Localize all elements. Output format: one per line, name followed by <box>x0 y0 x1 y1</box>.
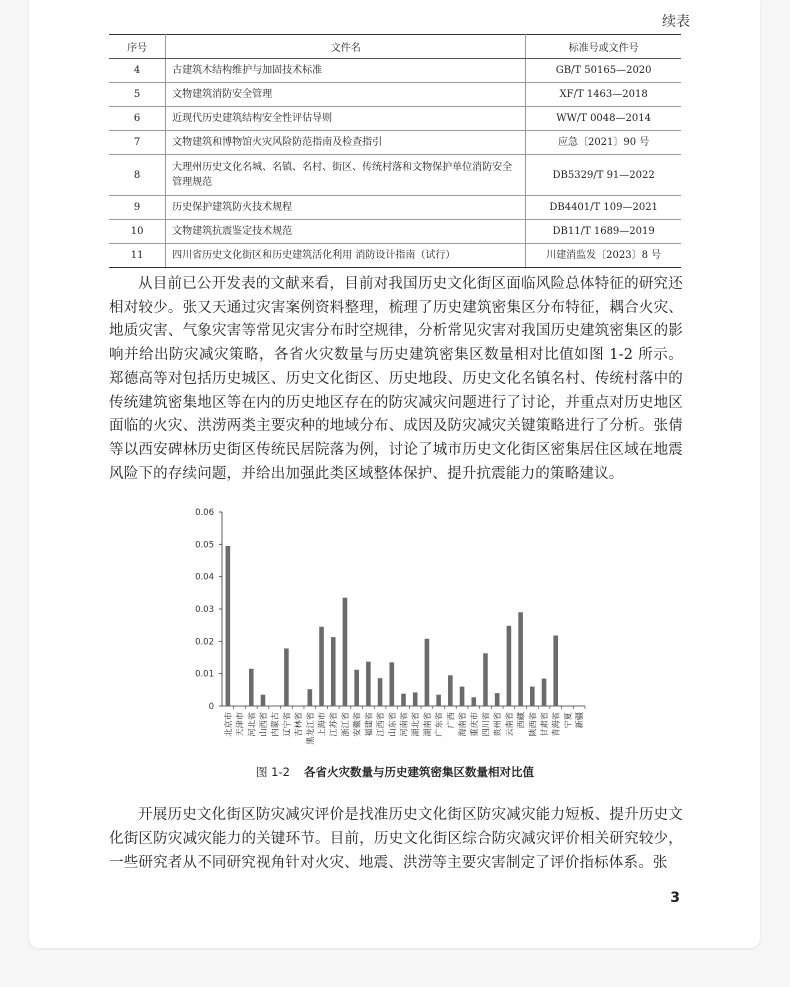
bar <box>319 627 324 706</box>
bar <box>366 662 371 706</box>
x-tick-label: 辽宁省 <box>281 712 292 737</box>
row-code: DB5329/T 91—2022 <box>526 155 681 196</box>
bar <box>308 689 313 706</box>
row-code: 应急〔2021〕90 号 <box>526 131 681 155</box>
bar <box>530 687 535 706</box>
row-code: DB4401/T 109—2021 <box>526 196 681 220</box>
table-row <box>109 107 681 131</box>
y-tick-label: 0 <box>208 702 214 712</box>
x-tick-label: 宁夏 <box>562 712 573 729</box>
standards-table <box>109 34 681 268</box>
row-name: 文物建筑和博物馆火灾风险防范指南及检查指引 <box>166 131 526 155</box>
x-tick-label: 吉林省 <box>293 712 304 737</box>
row-index: 8 <box>109 155 166 196</box>
x-tick-label: 江苏省 <box>328 712 339 737</box>
bar <box>343 598 348 706</box>
bar <box>425 639 430 706</box>
x-tick-label: 河北省 <box>246 712 257 737</box>
x-tick-label: 江西省 <box>375 712 386 737</box>
y-tick-label: 0.05 <box>195 540 214 551</box>
x-tick-label: 广西 <box>445 712 456 729</box>
x-tick-label: 贵州省 <box>492 712 503 737</box>
x-tick-label: 新疆 <box>574 712 585 729</box>
x-tick-label: 云南省 <box>503 712 514 737</box>
figure-caption <box>0 764 790 780</box>
bar <box>378 678 383 706</box>
row-index: 11 <box>109 244 166 268</box>
x-tick-label: 重庆市 <box>468 712 479 737</box>
bar <box>518 612 523 706</box>
y-tick-label: 0.06 <box>195 508 214 518</box>
x-tick-label: 安徽省 <box>351 712 362 737</box>
row-index: 6 <box>109 107 166 131</box>
x-tick-label: 河南省 <box>398 712 409 737</box>
figure-title: 各省火灾数量与历史建筑密集区数量相对比值 <box>303 765 534 779</box>
header-code: 标准号或文件号 <box>526 35 681 59</box>
bar <box>483 653 488 706</box>
row-name: 近现代历史建筑结构安全性评估导则 <box>166 107 526 131</box>
row-index: 10 <box>109 220 166 244</box>
row-name: 古建筑木结构维护与加固技术标准 <box>166 59 526 83</box>
table-header-row <box>109 35 681 59</box>
row-name: 文物建筑消防安全管理 <box>166 83 526 107</box>
y-tick-label: 0.01 <box>195 669 214 680</box>
y-tick-label: 0.04 <box>195 572 214 583</box>
page-number: 3 <box>670 890 680 906</box>
table-row <box>109 196 681 220</box>
body-paragraph-1: 从目前已公开发表的文献来看，目前对我国历史文化街区面临风险总体特征的研究还相对较少。张又天通过灾害案例资料整理，梳理了历史建筑密集区分布特征，耦合火灾、地质灾害、气象灾害等常见灾害分布时空规律，分析常见灾害对我国历史建筑密集区的影响并给出防灾减灾策略，各省火灾数量与历史建筑密集区数量相对比值如图 1-2 所示。郑德高等对包括历史城区、历史文化街区、历史地段、历史文化名镇名村、传统村落中的传统建筑密集地区等在内的历史地区存在的防灾减灾问题进行了讨论，并重点对历史地区面临的火灾、洪涝两类主要灾种的地域分布、成因及防灾减灾关键策略进行了分析。张倩等以西安碑林历史街区传统民居院落为例，讨论了城市历史文化街区密集居住区域在地震风险下的存续问题，并给出加强此类区域整体保护、提升抗震能力的策略建议。 <box>109 276 683 482</box>
row-index: 5 <box>109 83 166 107</box>
table-row <box>109 83 681 107</box>
bar <box>261 695 266 706</box>
row-name: 大理州历史文化名城、名镇、名村、街区、传统村落和文物保护单位消防安全管理规范 <box>166 155 526 196</box>
bar <box>413 692 418 706</box>
bar <box>331 637 336 706</box>
row-index: 4 <box>109 59 166 83</box>
table-row <box>109 59 681 83</box>
x-tick-label: 青海省 <box>550 712 561 737</box>
x-tick-label: 上海市 <box>316 712 327 737</box>
bar <box>542 679 547 706</box>
bar <box>389 662 394 706</box>
x-tick-label: 西藏 <box>515 712 526 729</box>
x-tick-label: 湖南省 <box>421 712 432 737</box>
bar <box>436 695 441 706</box>
x-tick-label: 湖北省 <box>410 712 421 737</box>
y-tick-label: 0.03 <box>195 605 214 615</box>
row-code: 川建消监发〔2023〕8 号 <box>526 244 681 268</box>
x-tick-label: 黑龙江省 <box>304 712 315 745</box>
row-index: 7 <box>109 131 166 155</box>
table-row <box>109 131 681 155</box>
row-code: GB/T 50165—2020 <box>526 59 681 83</box>
bar <box>471 697 476 706</box>
row-name: 历史保护建筑防火技术规程 <box>166 196 526 220</box>
header-index: 序号 <box>109 35 166 59</box>
row-code: WW/T 0048—2014 <box>526 107 681 131</box>
x-tick-label: 海南省 <box>457 712 468 737</box>
bar <box>249 669 254 706</box>
bar <box>448 675 453 706</box>
body-paragraph-2: 开展历史文化街区防灾减灾评价是找准历史文化街区防灾减灾能力短板、提升历史文化街区防灾减灾能力的关键环节。目前，历史文化街区综合防灾减灾评价相关研究较少，一些研究者从不同研究视角针对火灾、地震、洪涝等主要灾害制定了评价指标体系。张 <box>109 807 683 871</box>
bar <box>553 636 558 706</box>
x-tick-label: 山西省 <box>257 712 268 737</box>
x-tick-label: 北京市 <box>222 712 233 737</box>
bar-chart <box>170 500 590 750</box>
bar <box>507 626 512 706</box>
row-name: 四川省历史文化街区和历史建筑活化利用 消防设计指南（试行） <box>166 244 526 268</box>
x-tick-label: 福建省 <box>363 712 374 737</box>
x-tick-label: 广东省 <box>433 712 444 737</box>
row-index: 9 <box>109 196 166 220</box>
x-tick-label: 内蒙古 <box>269 712 280 737</box>
bar <box>284 648 289 706</box>
bar <box>401 694 406 706</box>
continued-label: 续表 <box>662 14 690 30</box>
table-row <box>109 220 681 244</box>
x-tick-label: 陕西省 <box>527 712 538 737</box>
row-name: 文物建筑抗震鉴定技术规范 <box>166 220 526 244</box>
figure-number: 图 1-2 <box>256 765 290 779</box>
bar <box>495 693 500 706</box>
y-tick-label: 0.02 <box>195 637 214 648</box>
bar <box>226 546 231 706</box>
x-tick-label: 天津市 <box>234 712 245 737</box>
header-name: 文件名 <box>166 35 526 59</box>
table-row <box>109 155 681 196</box>
bar <box>354 670 359 706</box>
x-tick-label: 浙江省 <box>339 712 350 737</box>
bar <box>460 687 465 706</box>
row-code: DB11/T 1689—2019 <box>526 220 681 244</box>
x-tick-label: 山东省 <box>386 712 397 737</box>
x-tick-label: 四川省 <box>480 712 491 737</box>
table-row <box>109 244 681 268</box>
row-code: XF/T 1463—2018 <box>526 83 681 107</box>
x-tick-label: 甘肃省 <box>539 712 550 737</box>
